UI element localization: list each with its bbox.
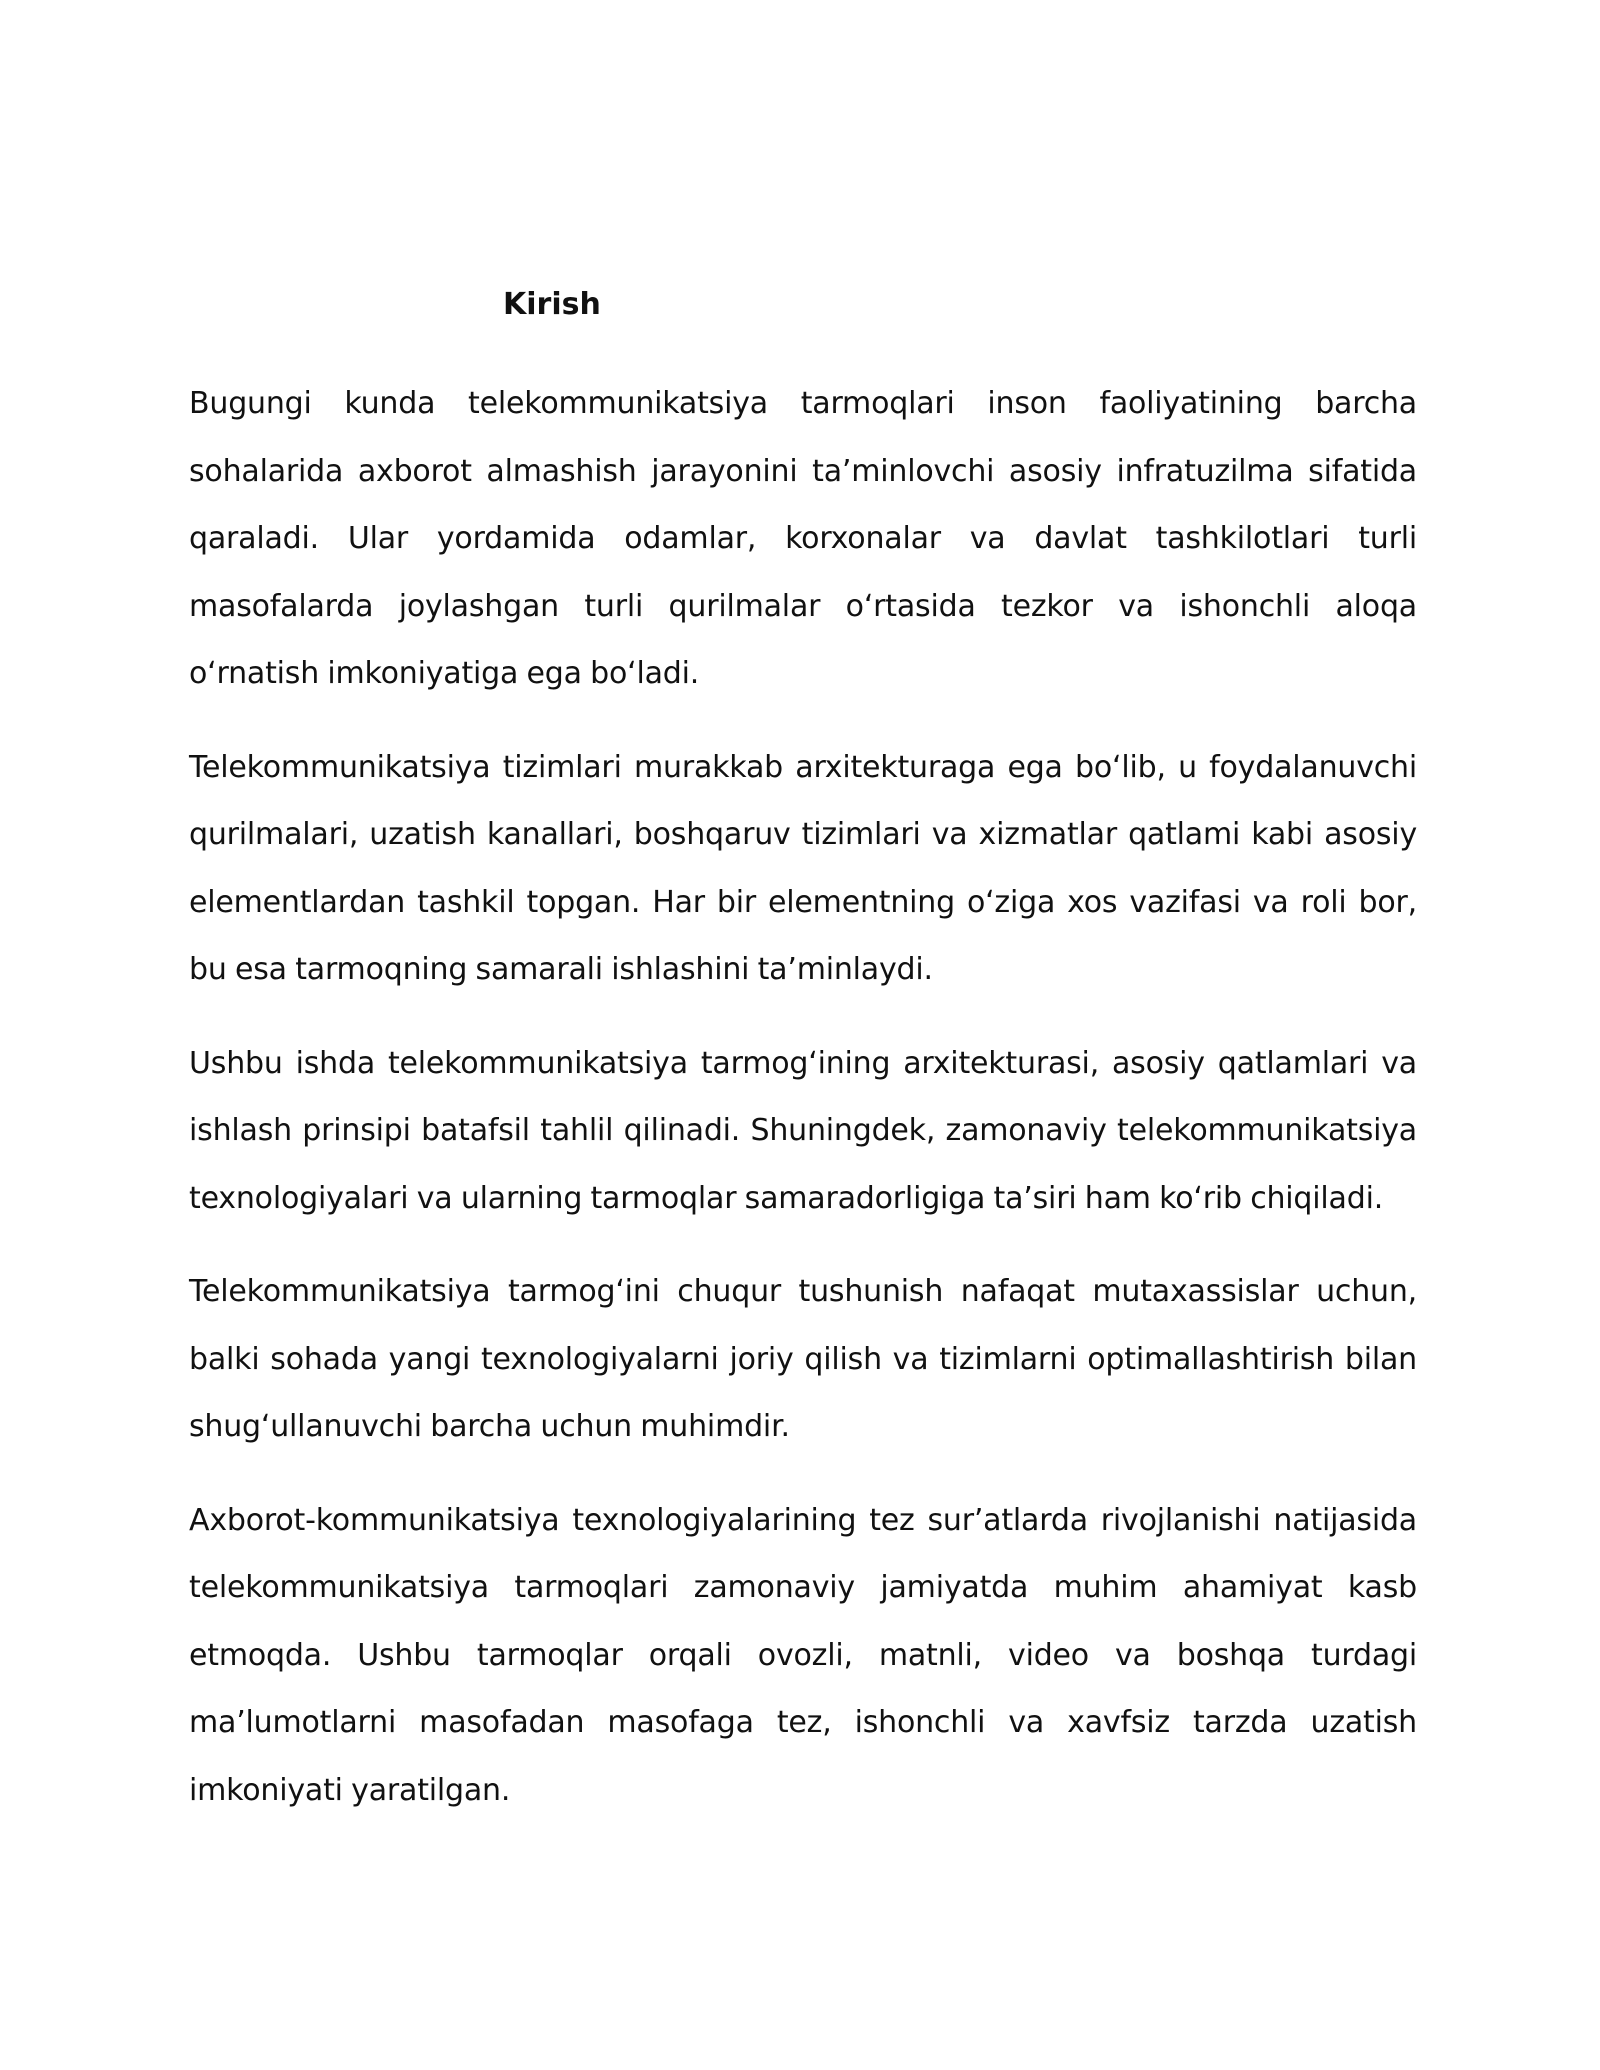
paragraph-5: Axborot-kommunikatsiya texnologiyalarining tez sur’atlarda rivojlanishi natijasida telekommunikatsiya tarmoqlari zamonaviy jamiyatda muhim ahamiyat kasb etmoqda. Ushbu tarmoqlar orqali ovozli, matnli, video va boshqa turdagi ma’lumotlarni masofadan masofaga tez, ishonchli va xavfsiz tarzda uzatish imkoniyati yaratilgan. — [189, 1502, 1417, 1808]
document-body — [189, 370, 1417, 1850]
paragraph-2: Telekommunikatsiya tizimlari murakkab arxitekturaga ega boʻlib, u foydalanuvchi qurilmalari, uzatish kanallari, boshqaruv tizimlari va xizmatlar qatlami kabi asosiy elementlardan tashkil topgan. Har bir elementning oʻziga xos vazifasi va roli bor, bu esa tarmoqning samarali ishlashini ta’minlaydi. — [189, 749, 1417, 987]
paragraph-3: Ushbu ishda telekommunikatsiya tarmogʻining arxitekturasi, asosiy qatlamlari va ishlash prinsipi batafsil tahlil qilinadi. Shuningdek, zamonaviy telekommunikatsiya texnologiyalari va ularning tarmoqlar samaradorligiga ta’siri ham koʻrib chiqiladi. — [189, 1045, 1417, 1216]
paragraph-4: Telekommunikatsiya tarmogʻini chuqur tushunish nafaqat mutaxassislar uchun, balki sohada yangi texnologiyalarni joriy qilish va tizimlarni optimallashtirish bilan shugʻullanuvchi barcha uchun muhimdir. — [189, 1274, 1417, 1444]
page-title: Kirish — [503, 287, 601, 322]
paragraph-1: Bugungi kunda telekommunikatsiya tarmoqlari inson faoliyatining barcha sohalarida axborot almashish jarayonini ta’minlovchi asosiy infratuzilma sifatida qaraladi. Ular yordamida odamlar, korxonalar va davlat tashkilotlari turli masofalarda joylashgan turli qurilmalar oʻrtasida tezkor va ishonchli aloqa oʻrnatish imkoniyatiga ega boʻladi. — [189, 386, 1417, 691]
